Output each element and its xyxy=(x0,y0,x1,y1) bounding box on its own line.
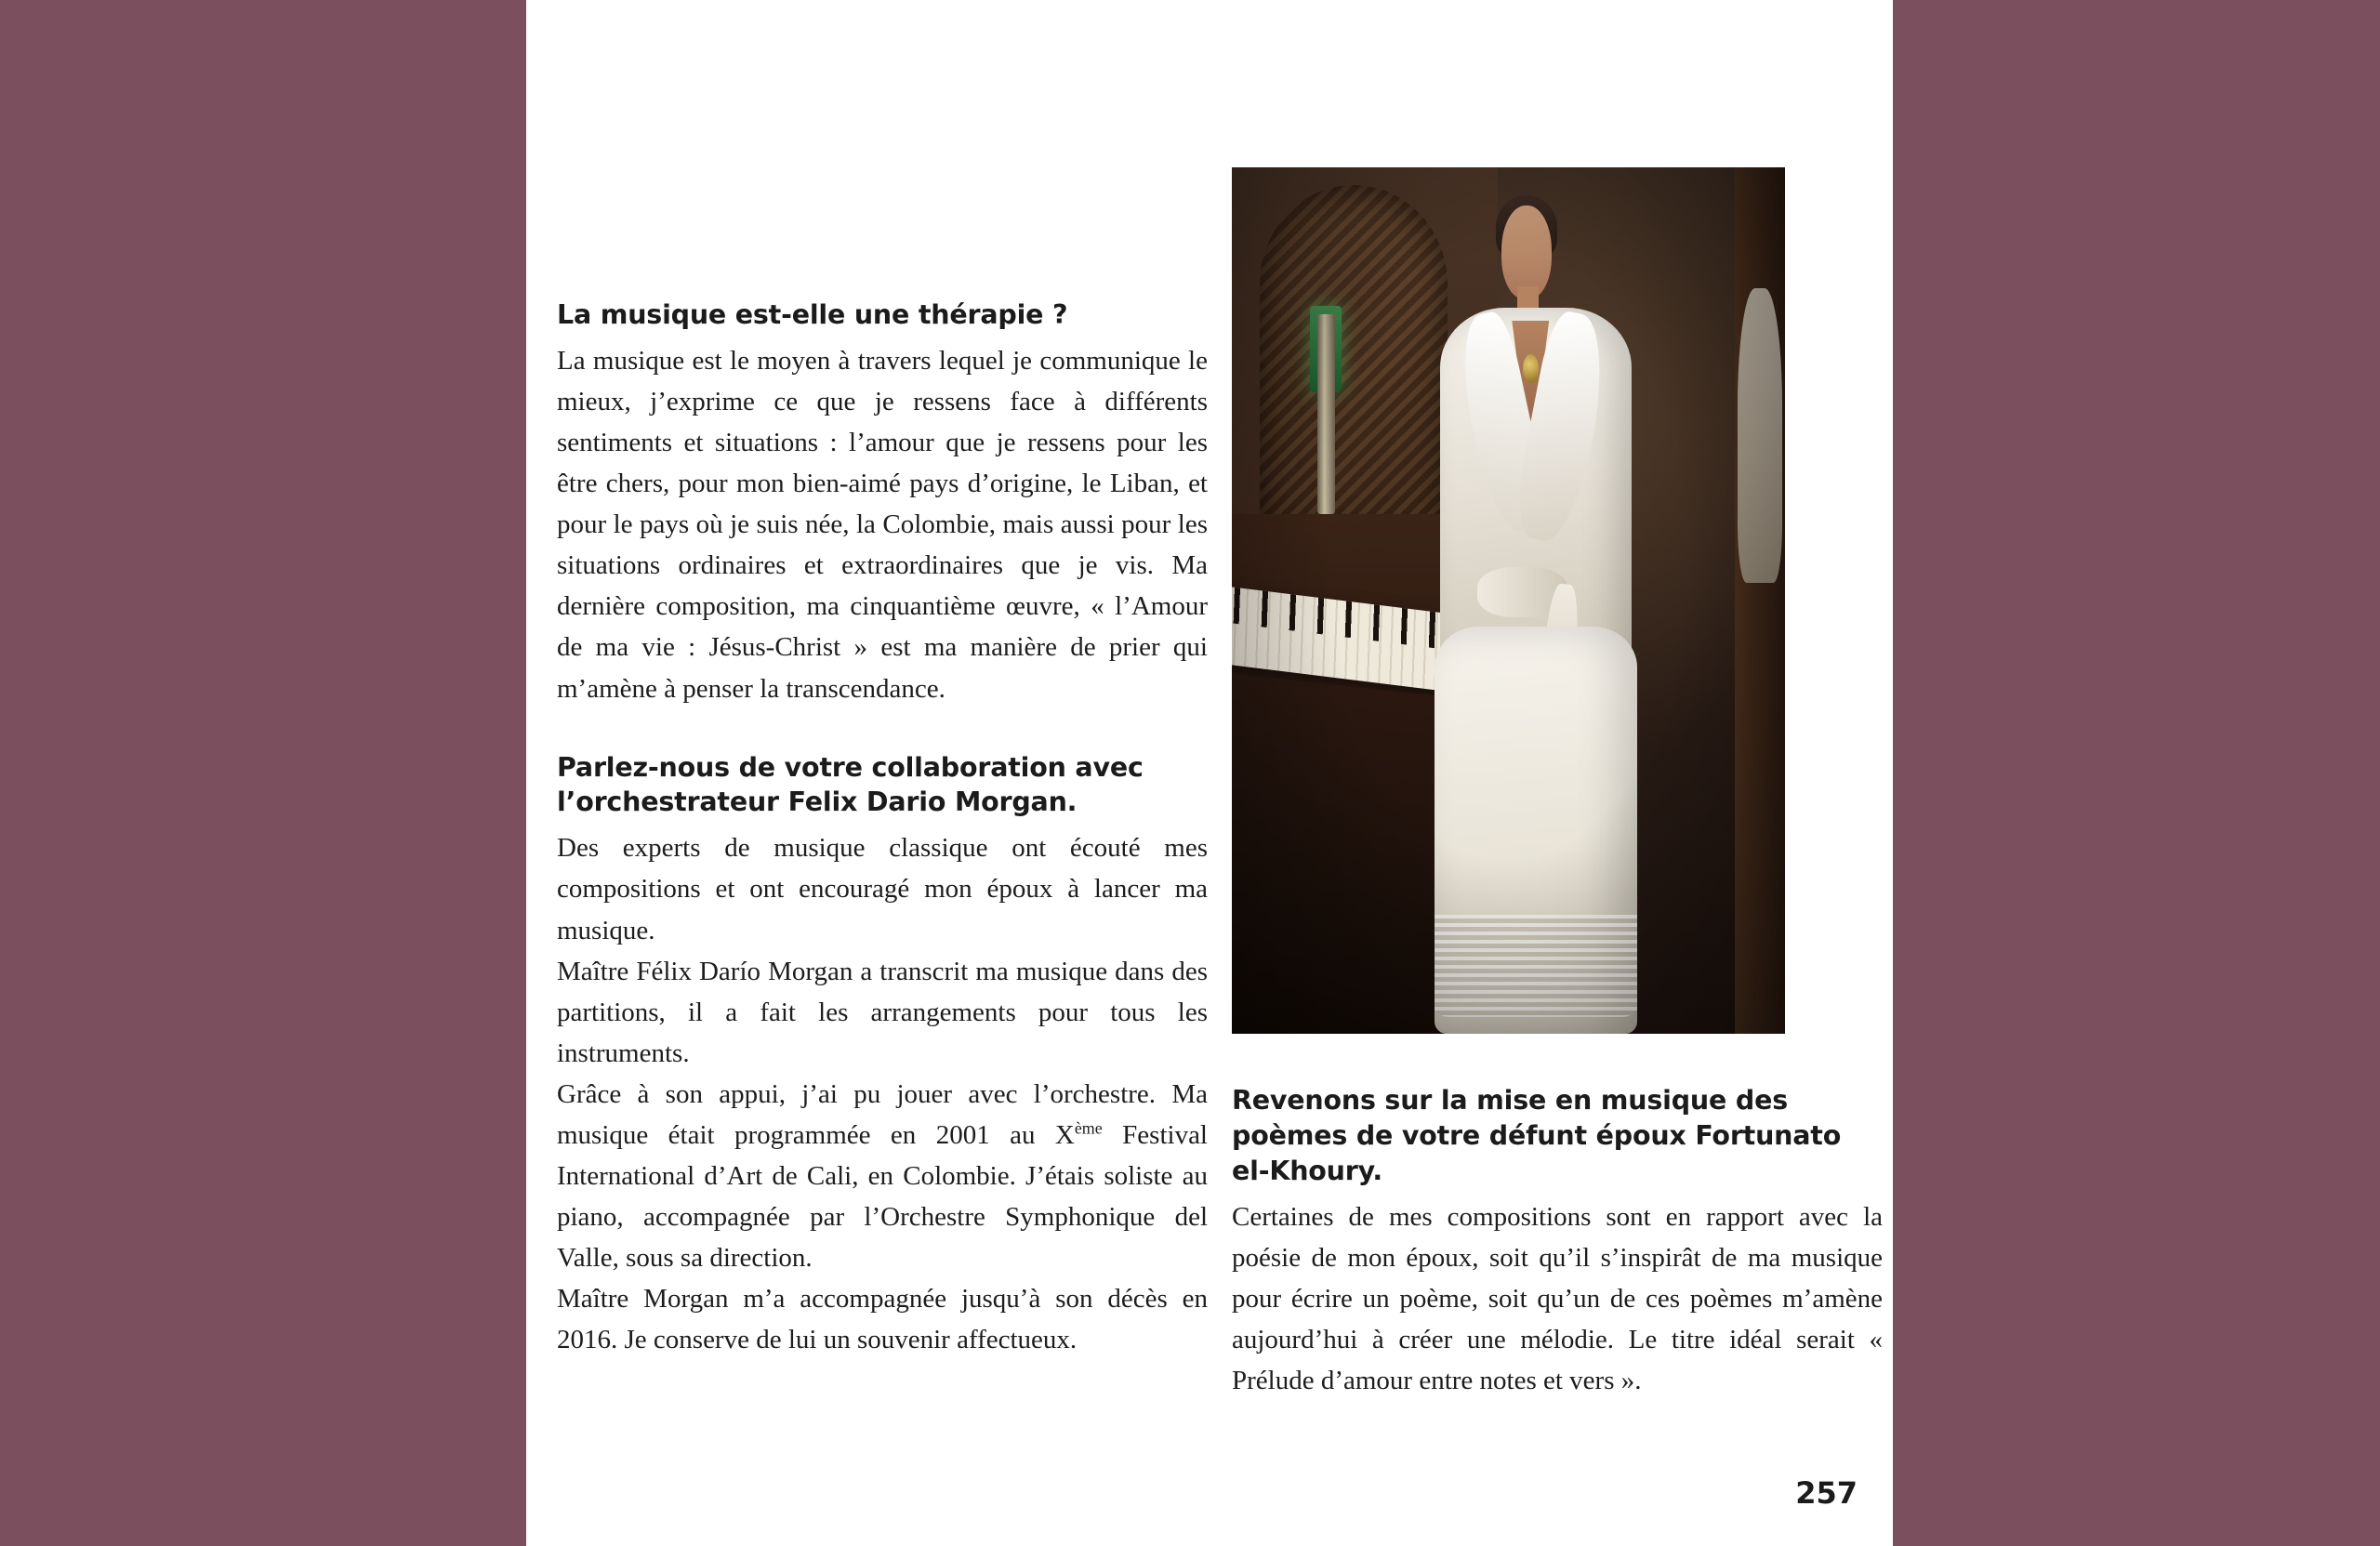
piano-portrait-photo xyxy=(1232,167,1785,1034)
page-number: 257 xyxy=(1795,1475,1858,1511)
question-heading-therapie: La musique est-elle une thérapie ? xyxy=(557,299,1068,330)
festival-text-after: Festival International d’Art de Cali, en Colombie. J’étais soliste au piano, accompagnée par l’Orchestre Symphonique del Valle, sous sa direction. xyxy=(557,1119,1208,1274)
answer-paragraph-deces: Maître Morgan m’a accompagnée jusqu’à son décès en 2016. Je conserve de lui un souvenir affectueux. xyxy=(557,1284,1208,1355)
answer-paragraph-festival xyxy=(557,1074,1208,1278)
page-sheet xyxy=(526,0,1893,1546)
answer-paragraph-therapie: La musique est le moyen à travers lequel je communique le mieux, j’exprime ce que je ressens face à différents sentiments et situations : l’amour que je ressens pour les être chers, pour mon bien-aimé pays d’origine, le Liban, et pour le pays où je suis née, la Colombie, mais aussi pour les situations ordinaires et extraordinaires que je vis. Ma dernière composition, ma cinquantième œuvre, « l’Amour de ma vie : Jésus-Christ » est ma manière de prier qui m’amène à penser la transcendance. xyxy=(557,345,1208,704)
skirt-hem xyxy=(1435,915,1636,1017)
answer-paragraph-transcription: Maître Félix Darío Morgan a transcrit ma musique dans des partitions, il a fait les arrangements pour tous les instruments. xyxy=(557,956,1208,1068)
festival-text-before: Grâce à son appui, j’ai pu jouer avec l’orchestre. Ma musique était programmée en 2001 au X xyxy=(557,1078,1208,1150)
candlestick-icon xyxy=(1317,314,1335,513)
background-figure xyxy=(1738,288,1782,583)
block-spacer xyxy=(557,709,1208,750)
question-heading-poemes: Revenons sur la mise en musique des poèmes de votre défunt époux Fortunato el-Khoury. xyxy=(1232,1085,1842,1186)
photo-scene xyxy=(1232,167,1785,1034)
answer-paragraph-poemes: Certaines de mes compositions sont en rapport avec la poésie de mon époux, soit qu’il s’inspirât de ma musique pour écrire un poème, soit qu’un de ces poèmes m’amène aujourd’hui à créer une mélodie. Le titre idéal serait « Prélude d’amour entre notes et vers ». xyxy=(1232,1201,1883,1395)
answer-paragraph-experts: Des experts de musique classique ont écouté mes compositions et ont encouragé mon époux à lancer ma musique. xyxy=(557,833,1208,945)
left-column xyxy=(557,297,1208,1360)
pendant-necklace xyxy=(1523,354,1539,383)
head xyxy=(1501,205,1552,298)
question-heading-collaboration: Parlez-nous de votre collaboration avec l’orchestrateur Felix Dario Morgan. xyxy=(557,751,1144,818)
right-column xyxy=(1232,1083,1883,1401)
ordinal-suffix: ème xyxy=(1074,1118,1103,1138)
woman-figure xyxy=(1398,185,1664,1034)
page-content xyxy=(526,0,1893,1546)
